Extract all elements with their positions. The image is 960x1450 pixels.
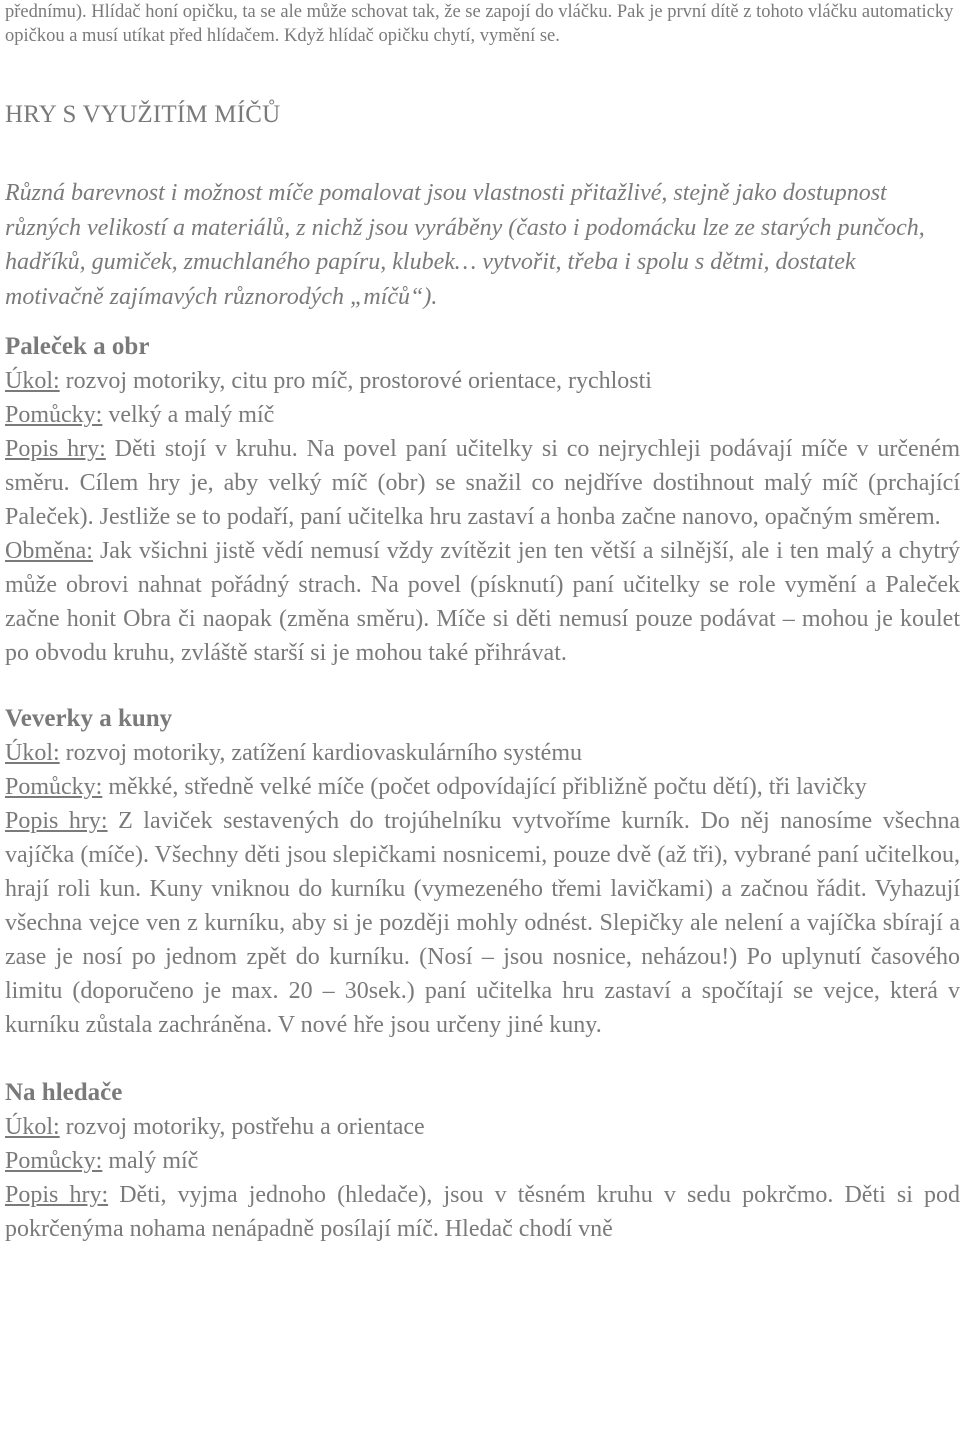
game-palecek-a-obr (5, 330, 960, 670)
aids-text: velký a malý míč (102, 402, 275, 428)
task-label: Úkol: (5, 740, 60, 766)
aids-label: Pomůcky: (5, 1148, 103, 1174)
game-task (5, 1110, 960, 1144)
section-description: Různá barevnost i možnost míče pomalovat jsou vlastnosti přitažlivé, stejně jako dostupnost různých velikostí a materiálů, z nichž jsou vyráběny (často i podomácku lze ze starých punčoch, hadříků, gumiček, zmuchlaného papíru, klubek… vytvořit, třeba i spolu s dětmi, dostatek motivačně zajímavých různorodých „míčů“). (5, 180, 925, 310)
intro-paragraph: přednímu). Hlídač honí opičku, ta se ale může schovat tak, že se zapojí do vláčku. Pak je první dítě z tohoto vláčku automaticky opičkou a musí utíkat před hlídačem. Když hlídač opičku chytí, vymění se. (5, 2, 954, 46)
game-task (5, 364, 960, 398)
task-label: Úkol: (5, 1114, 60, 1140)
game-description (5, 432, 960, 534)
desc-text: Děti, vyjma jednoho (hledače), jsou v těsném kruhu v sedu pokrčmo. Děti si pod pokrčenýma nohama nenápadně posílají míč. Hledač chodí vně (5, 1182, 960, 1242)
game-description (5, 1178, 960, 1246)
desc-label: Popis hry: (5, 808, 108, 834)
task-text: rozvoj motoriky, citu pro míč, prostorové orientace, rychlosti (59, 368, 652, 394)
section-heading: HRY S VYUŽITÍM MÍČŮ (5, 101, 281, 128)
game-title: Na hledače (5, 1079, 123, 1106)
variant-label: Obměna: (5, 538, 93, 564)
game-task (5, 736, 960, 770)
task-text: rozvoj motoriky, zatížení kardiovaskulárního systému (59, 740, 582, 766)
game-aids (5, 398, 960, 432)
variant-text: Jak všichni jistě vědí nemusí vždy zvítězit jen ten větší a silnější, ale i ten malý a chytrý může obrovi nahnat pořádný strach. Na povel (písknutí) paní učitelky se role vymění a Paleček začne honit Obra či naopak (změna směru). Míče si děti nemusí pouze podávat – mohou je koulet po obvodu kruhu, zvláště starší si je mohou také přihrávat. (5, 538, 960, 666)
desc-text: Z laviček sestavených do trojúhelníku vytvoříme kurník. Do něj nanosíme všechna vajíčka (míče). Všechny děti jsou slepičkami nosnicemi, pouze dvě (až tři), vybrané paní učitelkou, hrají roli kun. Kuny vniknou do kurníku (vymezeného třemi lavičkami) a začnou řádit. Vyhazují všechna vejce ven z kurníku, aby si je později mohly odnést. Slepičky ale nelení a vajíčka sbírají a zase je nosí po jednom zpět do kurníku. (Nosí – jsou nosnice, neházou!) Po uplynutí časového limitu (doporučeno je max. 20 – 30sek.) paní učitelka hru zastaví a spočítají se vejce, která v kurníku zůstala zachráněna. V nové hře jsou určeny jiné kuny. (5, 808, 960, 1038)
desc-label: Popis hry: (5, 436, 106, 462)
document-page (5, 0, 960, 1246)
desc-text: Děti stojí v kruhu. Na povel paní učitelky si co nejrychleji podávají míče v určeném směru. Cílem hry je, aby velký míč (obr) se snažil co nejdříve dostihnout malý míč (prchající Paleček). Jestliže se to podaří, paní učitelka hru zastaví a honba začne nanovo, opačným směrem. (5, 436, 960, 530)
game-title: Paleček a obr (5, 333, 150, 360)
game-variant (5, 534, 960, 670)
task-label: Úkol: (5, 368, 60, 394)
aids-label: Pomůcky: (5, 774, 103, 800)
task-text: rozvoj motoriky, postřehu a orientace (59, 1114, 425, 1140)
aids-text: měkké, středně velké míče (počet odpovídající přibližně počtu dětí), tři lavičky (102, 774, 867, 800)
desc-label: Popis hry: (5, 1182, 109, 1208)
game-title: Veverky a kuny (5, 705, 173, 732)
game-description (5, 804, 960, 1042)
game-aids (5, 770, 960, 804)
game-aids (5, 1144, 960, 1178)
game-na-hledace (5, 1076, 960, 1246)
game-veverky-a-kuny (5, 702, 960, 1042)
aids-text: malý míč (102, 1148, 199, 1174)
aids-label: Pomůcky: (5, 402, 103, 428)
